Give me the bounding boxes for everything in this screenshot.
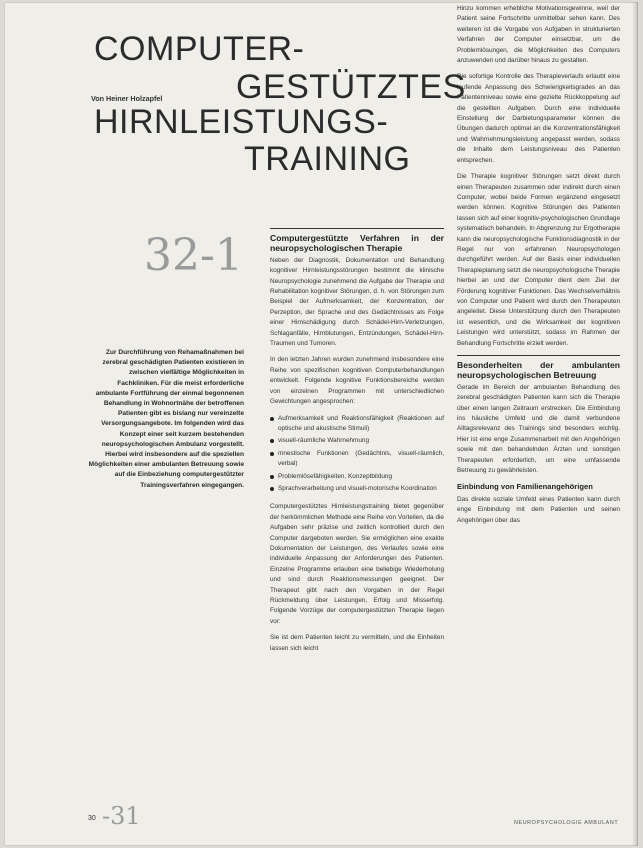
- bullet-item: Aufmerksamkeit und Reaktionsfähigkeit (Reaktionen auf optische und akustische Stimuli): [270, 414, 444, 435]
- middle-column: [270, 228, 444, 660]
- bullet-item: mnestische Funktionen (Gedächtnis, visuell-räumlich, verbal): [270, 449, 444, 470]
- handwritten-mark: 32-1: [144, 230, 243, 281]
- bullet-item: Sprachverarbeitung und visuell-motorische Koordination: [270, 484, 444, 494]
- bullet-item: Problemlösefähigkeiten, Konzeptbildung: [270, 472, 444, 482]
- title-line-3: HIRNLEISTUNGS-: [94, 103, 389, 141]
- body-paragraph: Neben der Diagnostik, Dokumentation und Behandlung kognitiver Hirnleistungsstörungen bestimmt die klinische Neuropsychologie zunehmend die Aufgabe der Therapie und Rehabilitation kognitiver Störungen, d. h. von Störungen zum Beispiel der Aufmerksamkeit, der Konzentration, der Perzeption, der Sprache und des Gedächtnisses als Folge einer Hirnschädigung durch Schädel-Hirn-Verletzungen, Schlaganfälle, Hirnblutungen, Entzündungen, Schädel-Hirn-Traumen und Tumoren.: [270, 256, 444, 348]
- subheading: Einbindung von Familienangehörigen: [457, 482, 593, 492]
- title-line-1: COMPUTER-: [94, 30, 305, 68]
- section-heading: Computergestützte Verfahren in der neuropsychologischen Therapie: [270, 233, 444, 254]
- magazine-page: [4, 2, 638, 846]
- right-column: [457, 4, 620, 532]
- handwritten-page-mark: -31: [102, 802, 141, 830]
- title-line-4: TRAINING: [244, 140, 411, 178]
- page-number: 30: [88, 815, 96, 822]
- body-paragraph: Gerade im Bereich der ambulanten Behandlung des zerebral geschädigten Patienten kann sich die Therapie über einen langen Zeitraum erstrecken. Die Einbindung ins häusliche Umfeld und die damit verbundene Alltagsrelevanz des Trainings sind besonders wichtig. Hier ist eine enge Zusammenarbeit mit den Angehörigen sowie mit den behandelnden Ärzten und sonstigen Therapeuten erforderlich, um eine umfassende Betreuung zu gewährleisten.: [457, 383, 620, 475]
- section-heading: Besonderheiten der ambulanten neuropsychologischen Betreuung: [457, 360, 620, 381]
- page-gutter-shadow: [632, 2, 638, 846]
- body-paragraph: Computergestütztes Hirnleistungstraining bietet gegenüber der herkömmlichen Methode eine Reihe von Vorteilen, da die Aufgaben sehr präzise und zeitlich kontrolliert durch den Computer dargeboten werden. Sie ermöglichen eine exakte Dokumentation der Leistungen, des Verlaufes sowie eine individuelle Anpassung der Anforderungen des Patienten. Einzelne Programme erlauben eine beliebige Wiederholung und sind durch Reaktionsmessungen geeignet. Der Therapeut gibt nach den Vorgaben in der Regel Rückmeldung über Leistungen, Erfolg und Misserfolg. Folgende Vorzüge der computergestützten Therapie liegen vor:: [270, 503, 444, 625]
- footer-running-title: NEUROPSYCHOLOGIE AMBULANT: [514, 820, 619, 826]
- author-byline: Von Heiner Holzapfel: [91, 94, 163, 103]
- section-rule: [457, 355, 620, 356]
- body-paragraph: Sie ist dem Patienten leicht zu vermitteln, und die Einheiten lassen sich leicht: [270, 634, 444, 652]
- body-paragraph: Das direkte soziale Umfeld eines Patienten kann durch enge Einbindung mit dem Patienten und seinen Angehörigen über das: [457, 495, 620, 524]
- body-paragraph: Die sofortige Kontrolle des Therapieverlaufs erlaubt eine laufende Anpassung des Schwierigkeitsgrades an das Patientenniveau sowie eine gezielte Rückkoppelung auf die gestellten Aufgaben. Durch eine individuelle Einstellung der Darbietungsparameter können die Übungen dadurch optimal an die Konzentrationsfähigkeit und Wahrnehmungsleistung angepasst werden, sodass die Inhalte dem Leistungsniveau des Patienten entsprechen.: [457, 73, 620, 164]
- section-rule: [270, 228, 444, 229]
- bullet-list: [270, 414, 444, 495]
- bullet-item: visuell-räumliche Wahrnehmung: [270, 436, 444, 446]
- lead-paragraph: Zur Durchführung von Rehamaßnahmen bei zerebral geschädigten Patienten existieren in zwischen vielfältige Möglichkeiten in Fachkliniken. Für die meist erforderliche ambulante Fortführung der einmal begonnenen Behandlung in Wohnortnähe der betroffenen Patienten gibt es bislang nur vereinzelte Versorgungsangebote. Im folgenden wird das Konzept einer seit kurzem bestehenden neuropsychologischen Ambulanz vorgestellt. Hierbei wird insbesondere auf die speziellen Möglichkeiten einer ambulanten Betreuung sowie auf die Einbeziehung computergestützter Trainingsverfahren eingegangen.: [88, 349, 244, 489]
- body-paragraph: Die Therapie kognitiver Störungen setzt direkt durch einen Therapeuten zusammen oder indirekt durch einen Computer, wobei beide Formen ergänzend eingesetzt werden können. Kognitive Störungen des Patienten lassen sich auf einer kognitiv-psychologischen Grundlage systematisch behandeln. In Abgrenzung zur Ergotherapie kann die neuropsychologische Funktionsdiagnostik in der Regel nur von erfahrenen Neuropsychologen durchgeführt werden. Auf der Basis einer individuellen Therapieplanung setzt die neuropsychologische Therapie hierbei an und der Computer dient dem Ziel der Förderung kognitiver Funktionen. Das Wechselverhältnis von Computer und Patient wird durch den Therapeuten angeleitet. Diese Unterstützung durch den Therapeuten ist wesentlich, und die Wirksamkeit der kognitiven Leistungen wird unterstützt, sodass im Rahmen der Behandlung Fortschritte erzielt werden.: [457, 173, 620, 347]
- body-paragraph: Hinzu kommen erhebliche Motivationsgewinne, weil der Patient seine Fortschritte unmittelbar sehen kann. Des weiteren ist die Vorgabe von Aufgaben in strukturierten Verfahren der Computer einsetzbar, um die Problemlösungen, die Möglichkeiten des Computers anzuwenden und darüber hinaus zu gestalten.: [457, 5, 620, 65]
- body-paragraph: In den letzten Jahren wurden zunehmend insbesondere eine Reihe von spezifischen kognitiven Computerbehandlungen entwickelt. Folgende kognitive Funktionsbereiche werden von einzelnen Programmen mit unterschiedlichen Gewichtungen angesprochen:: [270, 356, 444, 406]
- title-line-2: GESTÜTZTES: [236, 68, 466, 106]
